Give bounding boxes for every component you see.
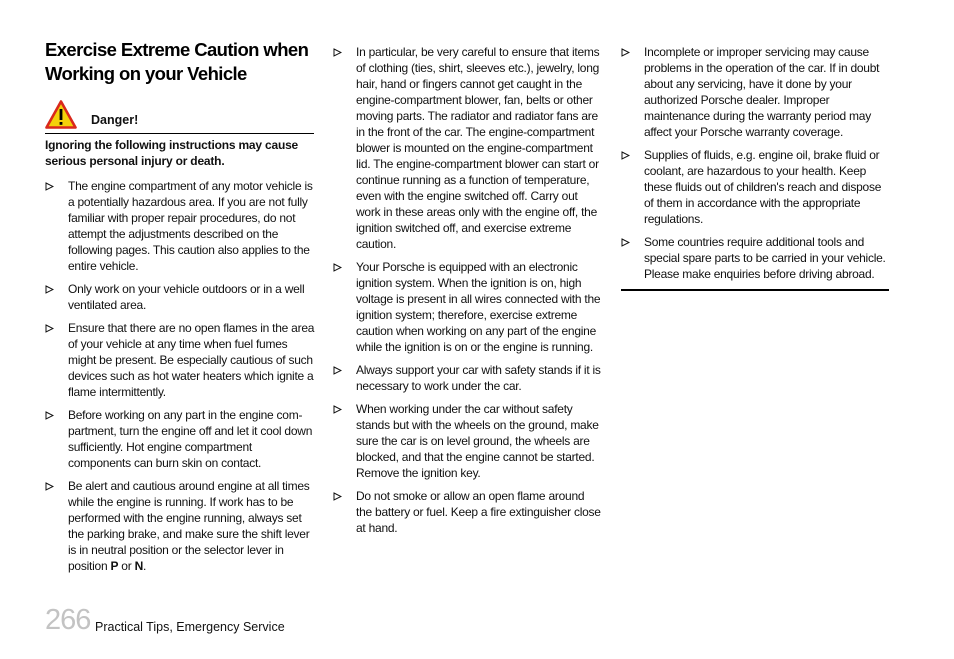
- list-item-text: Some countries require additional tools and special spare parts to be carried in your vehicle. Please make enquiries before driving abroad.: [644, 235, 886, 281]
- list-item: [621, 44, 889, 140]
- bullet-triangle-icon: [333, 366, 342, 375]
- list-item: [45, 320, 315, 400]
- bullet-triangle-icon: [45, 182, 54, 191]
- bullet-triangle-icon: [621, 151, 630, 160]
- bullet-triangle-icon: [333, 492, 342, 501]
- bullet-triangle-icon: [621, 48, 630, 57]
- caution-list-left: [45, 178, 315, 581]
- list-item: [621, 147, 889, 227]
- list-item-text: In particular, be very careful to ensure that items of clothing (ties, shirt, sleeves etc.), jewelry, long hair, hand or fingers cannot get caught in the engine-compartment blower, fan, belts or other moving parts. The radiator and radiator fans are in the front of the car. The engine-compartment blower is mounted on the engine-compartment lid. The engine-compartment blower can start or continue running as a function of temperature, even with the engine switched off. Carry out work in these areas only with the engine off, the ignition switched off, and exercise extreme caution.: [356, 45, 600, 251]
- list-item: [333, 259, 601, 355]
- list-item-text: Incomplete or improper servicing may cause problems in the operation of the car. If in doubt about any servicing, have it done by your authorized Porsche dealer. Improper maintenance during the warranty period may affect your Porsche warranty coverage.: [644, 45, 880, 139]
- list-item: [333, 401, 601, 481]
- list-item-text: Do not smoke or allow an open flame around the battery or fuel. Keep a fire extinguisher close at hand.: [356, 489, 601, 535]
- list-item: [45, 281, 315, 313]
- list-item-text: Your Porsche is equipped with an electronic ignition system. When the ignition is on, high voltage is present in all wires connected with the ignition system; therefore, exercise extreme caution when working on any part of the engine while the ignition is on or the engine is running.: [356, 260, 601, 354]
- list-item: [45, 478, 315, 574]
- bullet-triangle-icon: [45, 324, 54, 333]
- column-middle: [333, 44, 601, 543]
- list-item-text: Ensure that there are no open flames in the area of your vehicle at any time when fuel fumes might be present. Be especially cautious of such devices such as hot water heaters which ignite a flame intermittently.: [68, 321, 315, 399]
- list-item-text: The engine compartment of any motor vehicle is a potentially hazardous area. If you are not fully familiar with proper repair procedures, do not attempt the adjustments described on the following pages. This caution also applies to the entire vehicle.: [68, 179, 313, 273]
- list-item: [333, 362, 601, 394]
- list-item-text: [68, 478, 315, 574]
- page-title: Exercise Extreme Caution when Working on your Vehicle: [45, 39, 309, 84]
- list-item-text: Supplies of fluids, e.g. engine oil, brake fluid or coolant, are hazardous to your health. Keep these fluids out of children's reach and dispose of them in accordance with the appropriate regulations.: [644, 148, 882, 226]
- bullet-triangle-icon: [45, 482, 54, 491]
- list-item: [621, 234, 889, 282]
- list-item: [333, 44, 601, 252]
- gear-position-n: N: [134, 559, 143, 573]
- danger-label: Danger!: [91, 113, 139, 127]
- danger-header: [45, 100, 314, 134]
- list-item-text: Only work on your vehicle outdoors or in a well ventilated area.: [68, 282, 305, 312]
- list-item-text: Before working on any part in the engine com-partment, turn the engine off and let it cool down sufficiently. Hot engine compartment components can burn skin on contact.: [68, 408, 313, 470]
- warning-intro: Ignoring the following instructions may cause serious personal injury or death.: [45, 138, 299, 168]
- list-item: [45, 178, 315, 274]
- page-number: 266: [45, 604, 91, 636]
- list-item: [333, 488, 601, 536]
- warning-triangle-icon: [45, 100, 77, 129]
- list-item-text: Always support your car with safety stands if it is necessary to work under the car.: [356, 363, 601, 393]
- section-name: Practical Tips, Emergency Service: [95, 620, 285, 634]
- bullet-triangle-icon: [333, 405, 342, 414]
- column-right: [621, 44, 889, 291]
- bullet-triangle-icon: [621, 238, 630, 247]
- bullet-triangle-icon: [333, 48, 342, 57]
- list-item-text-part: or: [118, 559, 135, 573]
- section-end-rule: [621, 289, 889, 291]
- bullet-triangle-icon: [333, 263, 342, 272]
- gear-position-p: P: [110, 559, 119, 573]
- bullet-triangle-icon: [45, 411, 54, 420]
- list-item-text: When working under the car without safety stands but with the wheels on the ground, make sure the car is on level ground, the wheels are blocked, and that the engine cannot be started. Remove the ignition key.: [356, 402, 599, 480]
- list-item: [45, 407, 315, 471]
- list-item-text-part: Be alert and cautious around engine at all times while the engine is running. If work has to be performed with the engine running, always set the parking brake, and make sure the shift lever is in neutral position or the selector lever in position: [68, 479, 310, 573]
- bullet-triangle-icon: [45, 285, 54, 294]
- list-item-text-part: .: [142, 559, 147, 573]
